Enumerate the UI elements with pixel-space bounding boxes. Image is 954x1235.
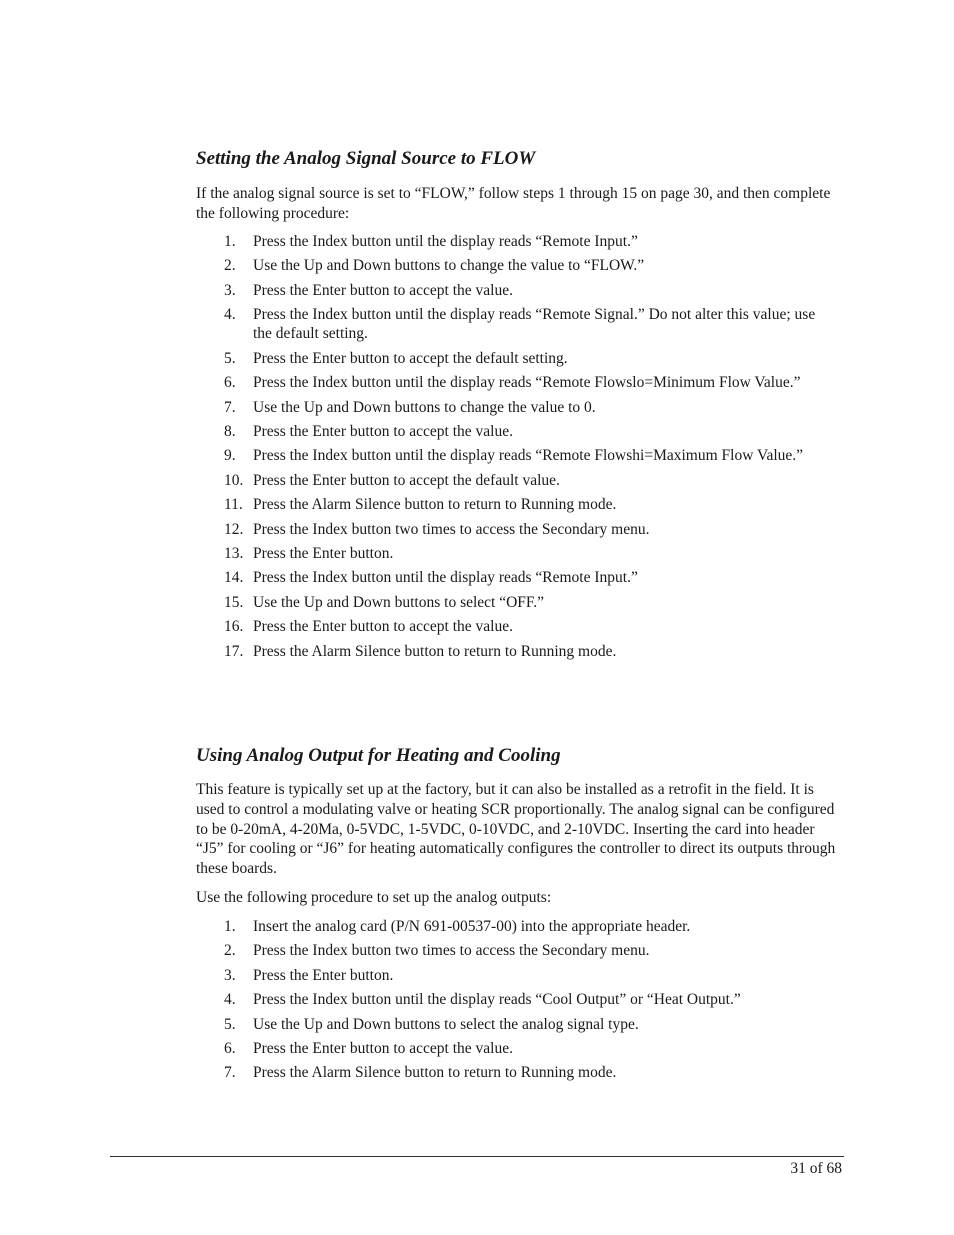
step-text: Use the Up and Down buttons to change the value to 0. [253, 398, 596, 416]
step-text: Press the Index button two times to access the Secondary menu. [253, 520, 650, 538]
step-number: 4. [224, 991, 236, 1009]
list-item [224, 941, 824, 960]
step-number: 7. [224, 1064, 236, 1082]
list-item [224, 917, 824, 936]
list-item [224, 1015, 824, 1034]
step-number: 17. [224, 642, 244, 660]
list-item [224, 593, 824, 612]
step-number: 10. [224, 471, 244, 489]
step-number: 7. [224, 398, 236, 416]
page-number: 31 of 68 [790, 1160, 842, 1177]
list-item [224, 642, 824, 661]
step-number: 5. [224, 1015, 236, 1033]
step-text: Press the Index button until the display reads “Remote Signal.” Do not alter this value; use the default setting. [253, 306, 816, 343]
step-number: 8. [224, 423, 236, 441]
list-item [224, 568, 824, 587]
section-heading-analog-output: Using Analog Output for Heating and Cooling [196, 745, 561, 766]
step-number: 14. [224, 569, 244, 587]
step-text: Use the Up and Down buttons to select “OFF.” [253, 593, 545, 611]
list-item [224, 281, 824, 300]
step-text: Press the Index button until the display reads “Remote Input.” [253, 569, 638, 587]
step-text: Press the Index button until the display reads “Cool Output” or “Heat Output.” [253, 991, 741, 1009]
step-text: Press the Alarm Silence button to return to Running mode. [253, 1064, 617, 1082]
step-text: Press the Index button until the display reads “Remote Input.” [253, 233, 638, 250]
list-item [224, 990, 824, 1009]
step-text: Insert the analog card (P/N 691-00537-00) into the appropriate header. [253, 918, 691, 935]
step-number: 3. [224, 281, 236, 299]
list-item [224, 544, 824, 563]
step-number: 12. [224, 520, 244, 538]
step-number: 5. [224, 349, 236, 367]
step-text: Press the Index button two times to access the Secondary menu. [253, 942, 650, 960]
procedure-lead-text: Use the following procedure to set up the analog outputs: [196, 889, 552, 906]
list-item [224, 520, 824, 539]
step-text: Press the Enter button to accept the value. [253, 281, 513, 299]
step-number: 2. [224, 257, 236, 275]
section-heading-flow: Setting the Analog Signal Source to FLOW [196, 148, 536, 169]
list-item [224, 1063, 824, 1082]
step-text: Press the Enter button to accept the default value. [253, 471, 560, 489]
step-number: 16. [224, 618, 244, 636]
step-number: 6. [224, 374, 236, 392]
list-item [224, 305, 824, 344]
list-item [224, 349, 824, 368]
step-number: 15. [224, 593, 244, 611]
list-item [224, 966, 824, 985]
step-number: 2. [224, 942, 236, 960]
list-item [224, 398, 824, 417]
step-text: Press the Enter button to accept the value. [253, 423, 513, 441]
step-text: Press the Enter button to accept the value. [253, 618, 513, 636]
step-number: 3. [224, 966, 236, 984]
step-text: Press the Alarm Silence button to return to Running mode. [253, 642, 617, 660]
step-text: Use the Up and Down buttons to select the analog signal type. [253, 1015, 639, 1033]
list-item [224, 232, 824, 251]
intro-paragraph-analog-output: This feature is typically set up at the factory, but it can also be installed as a retrofit in the field. It is used to control a modulating valve or heating SCR proportionally. The analog signal can be configured to be 0-20mA, 4-20Ma, 0-5VDC, 1-5VDC, 0-10VDC, and 2-10VDC. Inserting the card into header “J5” for cooling or “J6” for heating automatically configures the controller to direct its outputs through these boards. [196, 781, 836, 878]
step-text: Press the Index button until the display reads “Remote Flowshi=Maximum Flow Value.” [253, 447, 804, 465]
step-number: 13. [224, 544, 244, 562]
step-text: Press the Enter button. [253, 544, 394, 562]
step-text: Press the Alarm Silence button to return to Running mode. [253, 496, 617, 514]
list-item [224, 422, 824, 441]
list-item [224, 471, 824, 490]
step-text: Press the Enter button to accept the value. [253, 1039, 513, 1057]
step-text: Use the Up and Down buttons to change the value to “FLOW.” [253, 257, 645, 275]
footer-divider [110, 1156, 844, 1157]
step-number: 4. [224, 306, 236, 324]
step-text: Press the Index button until the display reads “Remote Flowslo=Minimum Flow Value.” [253, 374, 801, 392]
steps-list-flow [224, 232, 824, 666]
step-number: 6. [224, 1039, 236, 1057]
list-item [224, 256, 824, 275]
intro-paragraph-flow: If the analog signal source is set to “FLOW,” follow steps 1 through 15 on page 30, and then complete the following procedure: [196, 185, 831, 222]
list-item [224, 1039, 824, 1058]
step-number: 1. [224, 918, 236, 935]
step-number: 9. [224, 447, 236, 465]
steps-list-analog-output [224, 917, 824, 1088]
list-item [224, 495, 824, 514]
step-number: 1. [224, 233, 236, 250]
step-text: Press the Enter button. [253, 966, 394, 984]
list-item [224, 373, 824, 392]
list-item [224, 617, 824, 636]
step-text: Press the Enter button to accept the default setting. [253, 349, 568, 367]
list-item [224, 446, 824, 465]
step-number: 11. [224, 496, 243, 514]
